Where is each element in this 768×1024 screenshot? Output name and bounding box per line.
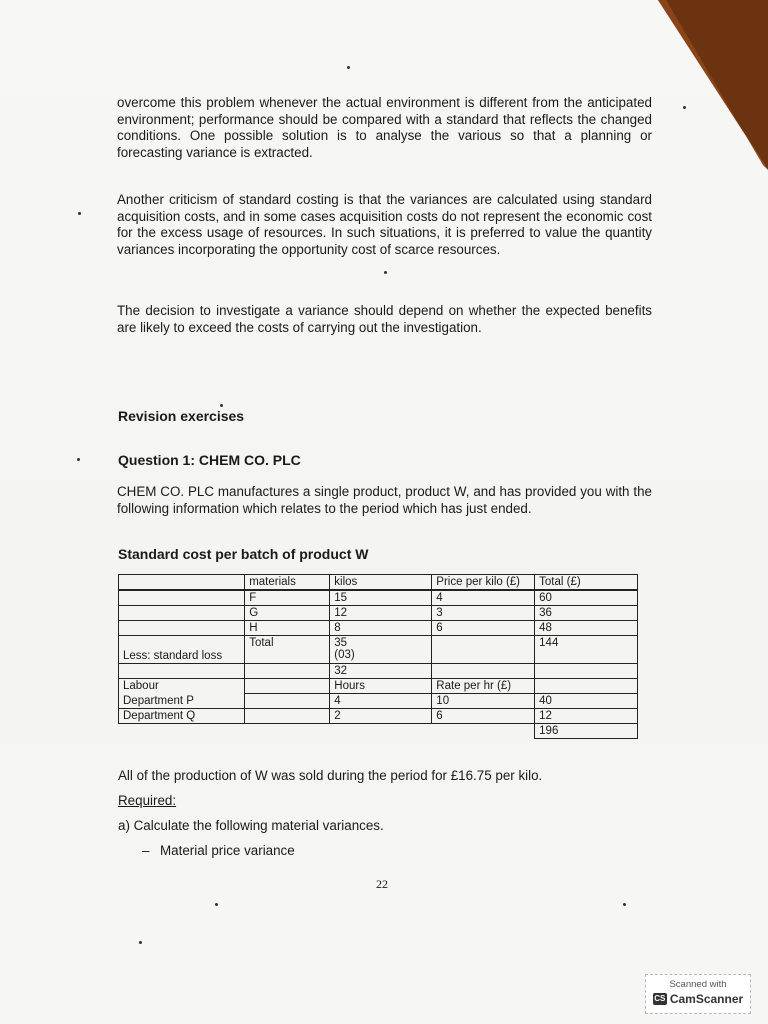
table-row xyxy=(119,664,638,679)
table-cell: Department P xyxy=(119,694,245,709)
scan-speck xyxy=(139,941,142,944)
table-cell: 6 xyxy=(432,621,535,636)
standard-cost-table xyxy=(118,574,638,739)
table-cell: 2 xyxy=(330,709,432,724)
heading-question-1: Question 1: CHEM CO. PLC xyxy=(118,452,301,468)
table-cell: 8 xyxy=(330,621,432,636)
table-cell xyxy=(245,694,330,709)
table-cell: 144 xyxy=(535,636,638,664)
table-row xyxy=(119,621,638,636)
scan-speck xyxy=(683,106,686,109)
table-cell: Less: standard loss xyxy=(119,636,245,664)
table-row xyxy=(119,606,638,621)
table-cell xyxy=(432,636,535,664)
table-cell: 12 xyxy=(330,606,432,621)
table-cell xyxy=(245,724,330,739)
table-cell: 48 xyxy=(535,621,638,636)
table-header-cell: kilos xyxy=(330,575,432,591)
paragraph-sales-price: All of the production of W was sold during the period for £16.75 per kilo. xyxy=(118,768,543,783)
table-header-cell: Total (£) xyxy=(535,575,638,591)
table-cell: Department Q xyxy=(119,709,245,724)
scanner-brand-label: CamScanner xyxy=(669,992,744,1006)
table-cell: 40 xyxy=(535,694,638,709)
paragraph-criticism: Another criticism of standard costing is that the variances are calculated using standard acquisition costs, and in some cases acquisition costs do not represent the economic cost for the excess usage of resources. In such situations, it is preferred to value the quantity variances incorporating the opportunity cost of scarce resources. xyxy=(117,192,652,257)
question-a-item-label: Material price variance xyxy=(160,843,295,858)
table-cell: 35 (03) xyxy=(330,636,432,664)
camscanner-watermark xyxy=(645,974,751,1014)
table-cell: 10 xyxy=(432,694,535,709)
scan-speck xyxy=(347,66,350,69)
table-cell: Total xyxy=(245,636,330,664)
scanner-brand xyxy=(646,992,750,1006)
scan-speck xyxy=(384,271,387,274)
table-cell xyxy=(432,724,535,739)
table-row xyxy=(119,679,638,694)
question-a: a) Calculate the following material variances. xyxy=(118,818,384,833)
table-row xyxy=(119,724,638,739)
paragraph-planning-variance: overcome this problem whenever the actual environment is different from the anticipated environment; performance should be compared with a standard that reflects the changed conditions. One possible solution is to analyse the various so that a planning or forecasting variance is extracted. xyxy=(117,95,652,160)
table-cell xyxy=(432,664,535,679)
table-cell xyxy=(119,606,245,621)
table-cell: 4 xyxy=(330,694,432,709)
table-cell xyxy=(119,590,245,606)
scan-speck xyxy=(78,212,81,215)
table-cell: 3 xyxy=(432,606,535,621)
scan-speck xyxy=(215,903,218,906)
paragraph-investigate-decision: The decision to investigate a variance should depend on whether the expected benefits are likely to exceed the costs of carrying out the investigation. xyxy=(117,303,652,335)
paragraph-chem-co-intro: CHEM CO. PLC manufactures a single product, product W, and has provided you with the following information which relates to the period which has just ended. xyxy=(117,484,652,516)
table-cell: 4 xyxy=(432,590,535,606)
table-cell xyxy=(330,724,432,739)
table-row xyxy=(119,709,638,724)
table-cell: 60 xyxy=(535,590,638,606)
table-cell xyxy=(535,664,638,679)
table-cell xyxy=(119,621,245,636)
table-cell: Labour xyxy=(119,679,245,694)
scan-speck xyxy=(77,458,80,461)
table-cell: 196 xyxy=(535,724,638,739)
heading-standard-cost: Standard cost per batch of product W xyxy=(118,546,369,562)
required-label: Required: xyxy=(118,793,177,808)
scan-speck xyxy=(623,903,626,906)
question-a-item xyxy=(142,843,295,858)
table-cell xyxy=(245,679,330,694)
table-cell: F xyxy=(245,590,330,606)
table-cell xyxy=(245,664,330,679)
table-header-cell: materials xyxy=(245,575,330,591)
table-row xyxy=(119,694,638,709)
table-cell: Rate per hr (£) xyxy=(432,679,535,694)
table-cell xyxy=(245,709,330,724)
table-row xyxy=(119,636,638,664)
page-number: 22 xyxy=(376,877,388,891)
scanner-caption: Scanned with xyxy=(669,979,727,990)
page-corner-fold xyxy=(658,0,768,170)
camscanner-logo-icon: CS xyxy=(654,994,666,1003)
table-cell xyxy=(119,724,245,739)
table-cell: 6 xyxy=(432,709,535,724)
heading-revision-exercises: Revision exercises xyxy=(118,408,245,424)
table-cell: 36 xyxy=(535,606,638,621)
table-cell: 15 xyxy=(330,590,432,606)
table-cell: 32 xyxy=(330,664,432,679)
table-header-cell: Price per kilo (£) xyxy=(432,575,535,591)
table-header-cell xyxy=(119,575,245,591)
table-row xyxy=(119,590,638,606)
table-cell: 12 xyxy=(535,709,638,724)
table-header-row xyxy=(119,575,638,591)
scan-speck xyxy=(220,404,223,407)
table-cell: H xyxy=(245,621,330,636)
table-cell xyxy=(119,664,245,679)
list-dash: – xyxy=(142,843,150,858)
table-cell xyxy=(535,679,638,694)
table-cell: Hours xyxy=(330,679,432,694)
table-cell: G xyxy=(245,606,330,621)
